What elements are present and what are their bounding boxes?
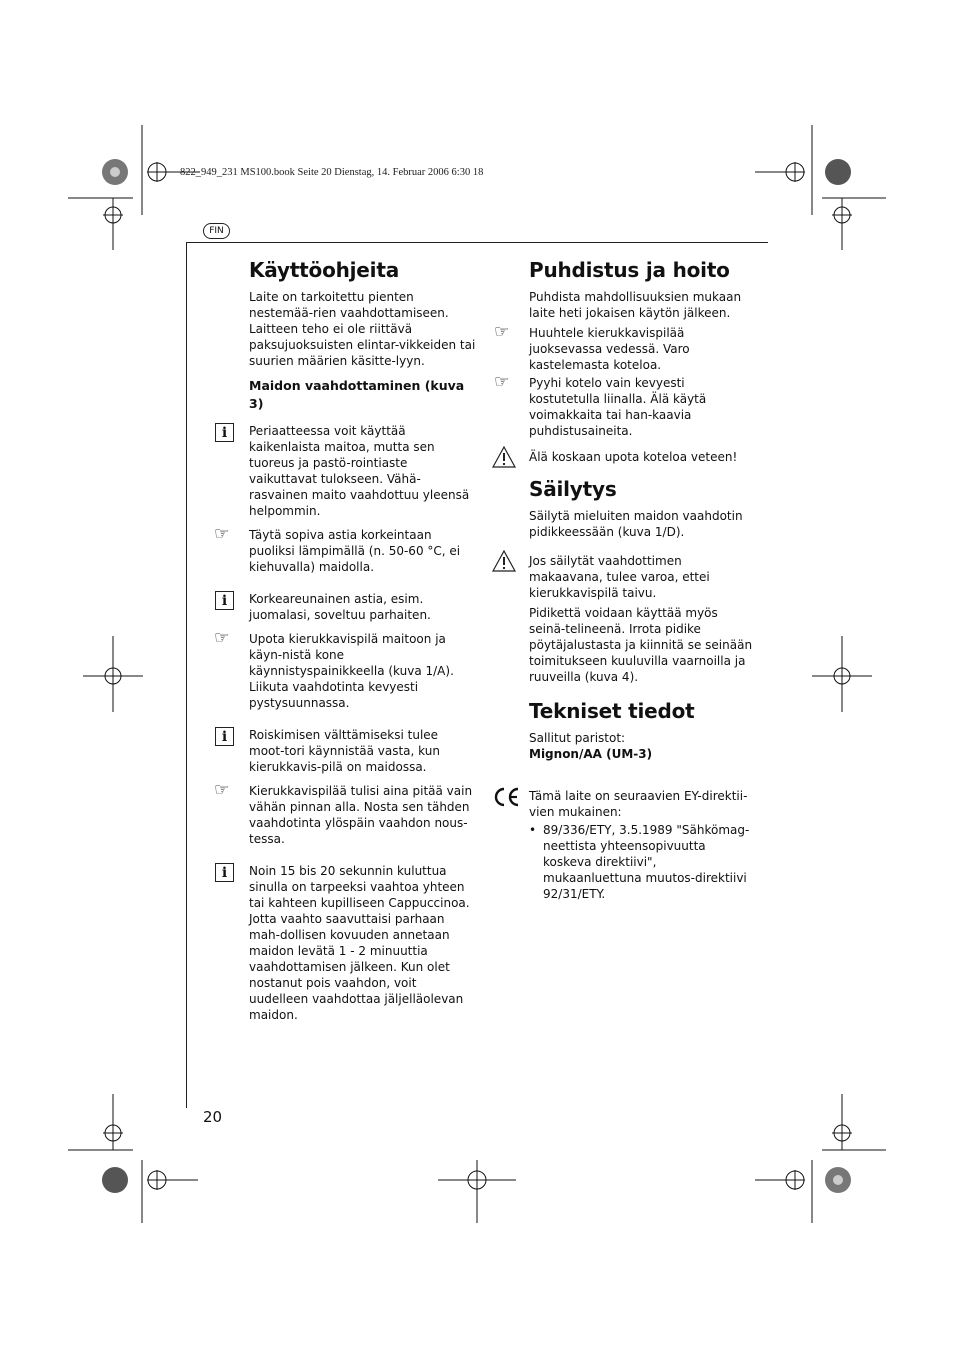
battery-value: Mignon/AA (UM-3) (529, 747, 653, 761)
ce-mark-icon (492, 786, 520, 808)
warning-icon (492, 550, 516, 572)
language-badge: FIN (203, 223, 230, 239)
battery-label: Sallitut paristot: (529, 731, 626, 745)
subheading-frothing: Maidon vaahdottaminen (kuva 3) (249, 378, 465, 411)
usage-item-1: i Periaatteessa voit käyttää kaikenlaista maitoa, mutta sen tuoreus ja pastö-rointiaste vaikuttavat tulokseen. Vähä-rasvainen maito vaahdottuu yleensä helpommin. (249, 423, 477, 519)
section-title-storage: Säilytys (529, 477, 617, 501)
header-rule (186, 242, 768, 243)
pointing-hand-icon: ☞ (494, 372, 510, 392)
right-column (494, 258, 757, 902)
pointing-hand-icon: ☞ (494, 322, 510, 342)
usage-item-4: ☞ Upota kierukkavispilä maitoon ja käyn-nistä kone käynnistyspainikkeella (kuva 1/A). Liikuta vaahdotinta kevyesti pystysuunnassa. (214, 628, 454, 710)
page-number: 20 (203, 1108, 223, 1126)
usage-intro: Laite on tarkoitettu pienten nestemää-rien vaahdottamiseen. Laitteen teho ei ole riittävä paksujuoksuisten elintar-vikkeiden tai suurien määrien käsitte-lyyn. (249, 290, 476, 368)
usage-item-3: i Korkeareunainen astia, esim. juomalasi, soveltuu parhaiten. (249, 591, 477, 623)
info-icon: i (215, 423, 234, 442)
info-icon: i (215, 727, 234, 746)
usage-item-7: i Noin 15 bis 20 sekunnin kuluttua sinulla on tarpeeksi vaahtoa yhteen tai kahteen kupilliseen Cappuccinoa. Jotta vaahto saavuttaisi parhaan mah-dollisen kovuuden annetaan maidon levätä 1 - 2 minuuttia vaahdottamisen jälkeen. Kun olet nostanut pois vaahdon, voit uudelleen vaahdottaa jäljelläolevan maidon. (249, 863, 477, 1023)
cleaning-step-1: ☞ Huuhtele kierukkavispilää juoksevassa vedessä. Varo kastelemasta koteloa. (494, 322, 690, 372)
usage-item-6: ☞ Kierukkavispilää tulisi aina pitää vain vähän pinnan alla. Nosta sen tähden vaahdotinta ylöspäin vaahdon nous-tessa. (214, 780, 473, 846)
cleaning-intro: Puhdista mahdollisuuksien mukaan laite heti jokaisen käytön jälkeen. (529, 290, 742, 320)
pointing-hand-icon: ☞ (214, 524, 230, 544)
info-icon: i (215, 863, 234, 882)
section-title-usage: Käyttöohjeita (249, 258, 399, 282)
usage-item-2: ☞ Täytä sopiva astia korkeintaan puoliksi lämpimällä (n. 50-60 °C, ei kiehuvalla) maidolla. (214, 524, 461, 574)
storage-warning: Jos säilytät vaahdottimen makaavana, tulee varoa, ettei kierukkavispilä taivu. (529, 553, 757, 601)
storage-text: Pidikettä voidaan käyttää myös seinä-telineenä. Irrota pidike pöytäjalustasta ja kiinnitä se seinään toimitukseen kuuluvilla vaarnoilla ja ruuveilla (kuva 4). (529, 606, 753, 684)
print-slug: 822_949_231 MS100.book Seite 20 Dienstag, 14. Februar 2006 6:30 18 (180, 167, 484, 178)
pointing-hand-icon: ☞ (214, 780, 230, 800)
ce-compliance: Tämä laite on seuraavien EY-direktii-vien mukainen: (529, 788, 757, 820)
usage-item-5: i Roiskimisen välttämiseksi tulee moot-tori käynnistää vasta, kun kierukkavis-pilä on maidossa. (249, 727, 477, 775)
directive-list (529, 822, 757, 902)
left-column (214, 258, 477, 1031)
section-title-cleaning: Puhdistus ja hoito (529, 258, 730, 282)
pointing-hand-icon: ☞ (214, 628, 230, 648)
list-item: • 89/336/ETY, 3.5.1989 "Sähkömag-neettista yhteensopivuutta koskeva direktiivi", mukaanluettuna muutos-direktiivi 92/31/ETY. (529, 822, 757, 902)
storage-intro: Säilytä mieluiten maidon vaahdotin pidikkeessään (kuva 1/D). (529, 509, 743, 539)
cleaning-warning: Älä koskaan upota koteloa veteen! (529, 449, 757, 465)
cleaning-step-2: ☞ Pyyhi kotelo vain kevyesti kostutetulla liinalla. Älä käytä voimakkaita tai han-kaavia puhdistusaineita. (494, 372, 707, 438)
warning-icon (492, 446, 516, 468)
margin-rule (186, 242, 187, 1108)
section-title-technical: Tekniset tiedot (529, 699, 695, 723)
info-icon: i (215, 591, 234, 610)
